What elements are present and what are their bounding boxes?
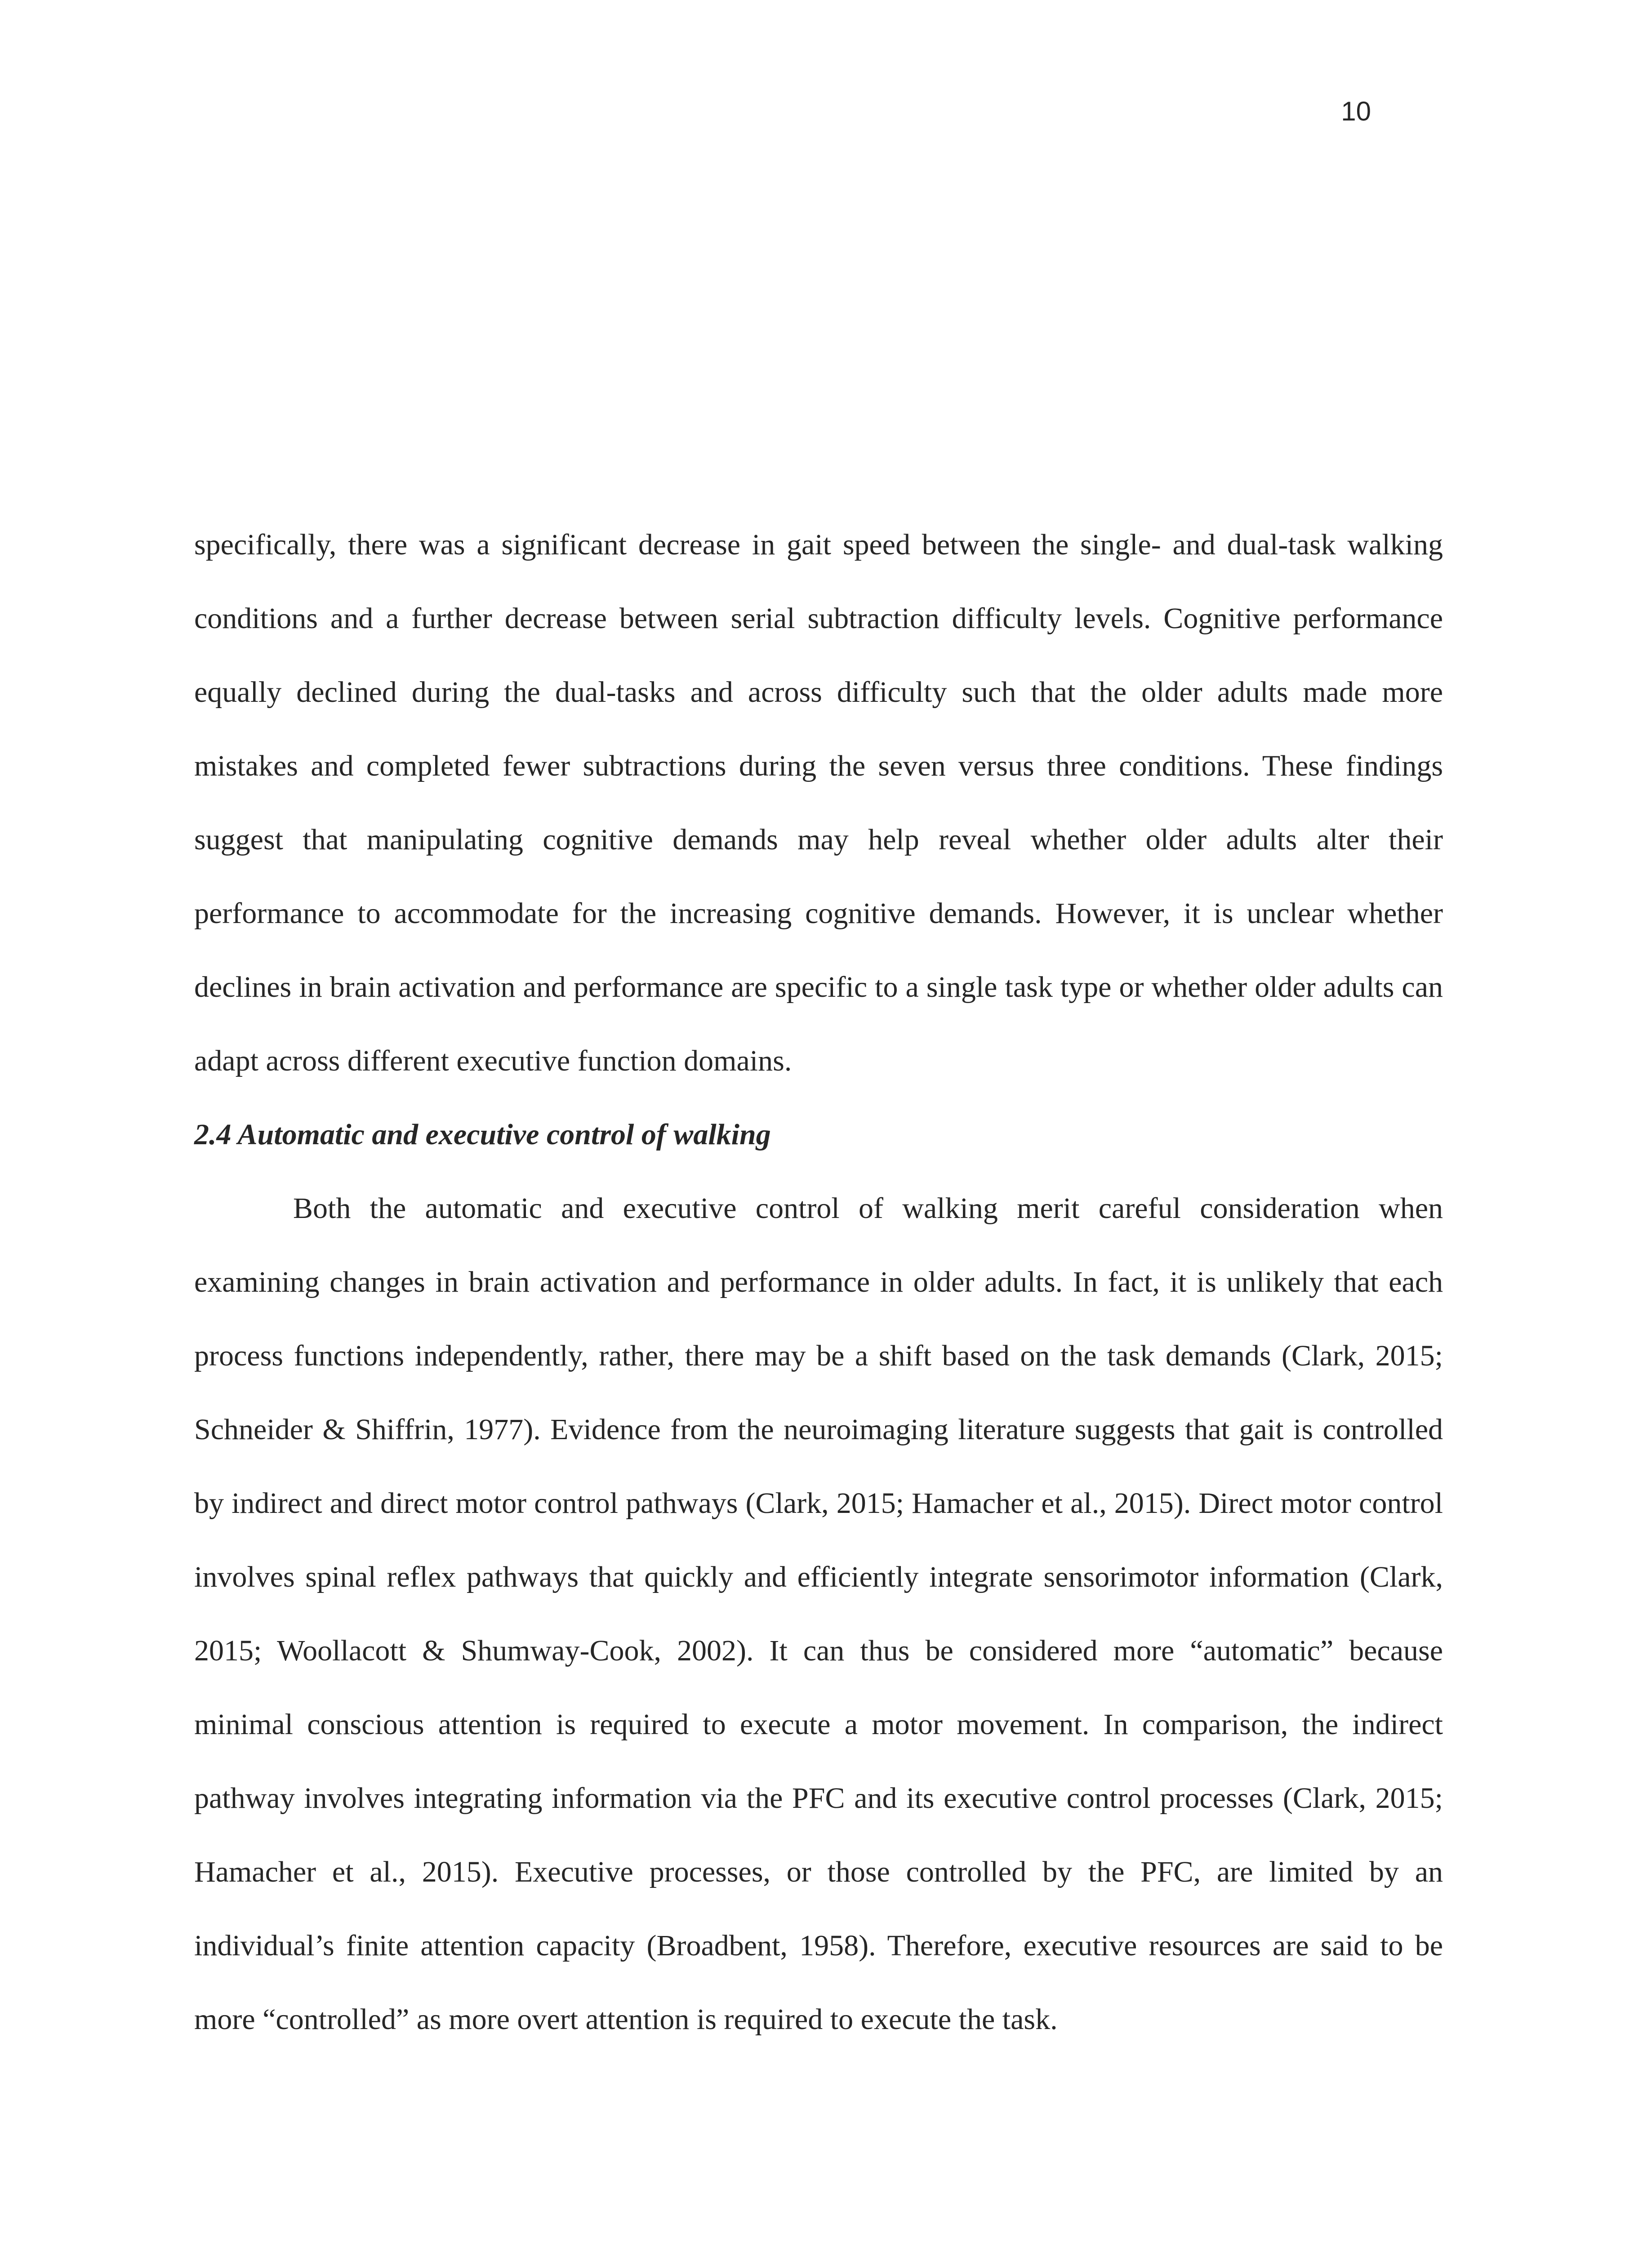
paragraph-automatic-executive-control: Both the automatic and executive control of walking merit careful consideration when examining changes in brain activation and performance in older adults. In fact, it is unlikely that each process functions independently, rather, there may be a shift based on the task demands (Clark, 2015; Schneider & Shiffrin, 1977). Evidence from the neuroimaging literature suggests that gait is controlled by indirect and direct motor control pathways (Clark, 2015; Hamacher et al., 2015). Direct motor control involves spinal reflex pathways that quickly and efficiently integrate sensorimotor information (Clark, 2015; Woollacott & Shumway-Cook, 2002). It can thus be considered more “automatic” because minimal conscious attention is required to execute a motor movement. In comparison, the indirect pathway involves integrating information via the PFC and its executive control processes (Clark, 2015; Hamacher et al., 2015). Executive processes, or those controlled by the PFC, are limited by an individual’s finite attention capacity (Broadbent, 1958). Therefore, executive resources are said to be more “controlled” as more overt attention is required to execute the task. — [194, 1192, 1443, 2036]
page-number: 10 — [1341, 96, 1371, 126]
section-heading: 2.4 Automatic and executive control of walking — [194, 1118, 771, 1151]
body-text — [194, 508, 1443, 2056]
paragraph-continuation: specifically, there was a significant decrease in gait speed between the single- and dual-task walking conditions and a further decrease between serial subtraction difficulty levels. Cognitive performance equally declined during the dual-tasks and across difficulty such that the older adults made more mistakes and completed fewer subtractions during the seven versus three conditions. These findings suggest that manipulating cognitive demands may help reveal whether older adults alter their performance to accommodate for the increasing cognitive demands. However, it is unclear whether declines in brain activation and performance are specific to a single task type or whether older adults can adapt across different executive function domains. — [194, 528, 1443, 1077]
